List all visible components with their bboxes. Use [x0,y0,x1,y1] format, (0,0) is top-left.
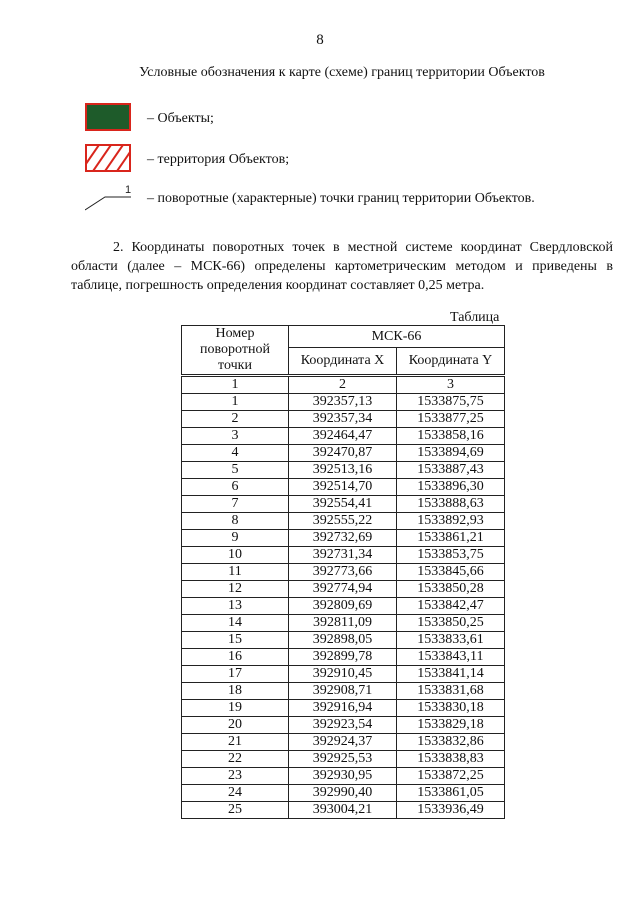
coord-y-cell: 1533877,25 [397,411,505,428]
table-row [182,530,505,547]
header-coord-y: Координата Y [397,348,505,376]
point-number-cell: 2 [182,411,289,428]
coord-y-cell: 1533872,25 [397,768,505,785]
legend-item-points [85,183,625,213]
coord-y-cell: 1533861,21 [397,530,505,547]
table-row [182,462,505,479]
coord-y-cell: 1533894,69 [397,445,505,462]
coord-x-cell: 392464,47 [289,428,397,445]
table-row [182,666,505,683]
coord-x-cell: 392898,05 [289,632,397,649]
coord-y-cell: 1533936,49 [397,802,505,819]
point-number-cell: 14 [182,615,289,632]
coord-x-cell: 392923,54 [289,717,397,734]
table-row [182,615,505,632]
table-row [182,802,505,819]
table-row [182,445,505,462]
column-number: 1 [182,376,289,394]
coord-y-cell: 1533853,75 [397,547,505,564]
point-number-cell: 4 [182,445,289,462]
point-number-cell: 21 [182,734,289,751]
table-row [182,496,505,513]
point-number-cell: 5 [182,462,289,479]
coord-x-cell: 392899,78 [289,649,397,666]
coord-y-cell: 1533845,66 [397,564,505,581]
legend-title: Условные обозначения к карте (схеме) границ территории Объектов [139,65,545,80]
coord-y-cell: 1533831,68 [397,683,505,700]
coord-y-cell: 1533896,30 [397,479,505,496]
coord-x-cell: 392916,94 [289,700,397,717]
coordinates-table [181,325,505,819]
coord-y-cell: 1533838,83 [397,751,505,768]
point-number-cell: 17 [182,666,289,683]
legend-label-points: – поворотные (характерные) точки границ территории Объектов. [147,191,535,206]
table-row [182,785,505,802]
table-row [182,513,505,530]
point-number-cell: 16 [182,649,289,666]
point-number-cell: 20 [182,717,289,734]
coord-y-cell: 1533888,63 [397,496,505,513]
coord-x-cell: 392357,13 [289,394,397,411]
table-row [182,751,505,768]
legend-label-objects: – Объекты; [147,111,214,126]
legend-item-territory [85,144,625,174]
point-number-cell: 7 [182,496,289,513]
point-number-cell: 13 [182,598,289,615]
coord-x-cell: 392924,37 [289,734,397,751]
coord-y-cell: 1533833,61 [397,632,505,649]
territory-hatch-icon [85,144,131,172]
point-number-cell: 9 [182,530,289,547]
coord-x-cell: 392930,95 [289,768,397,785]
table-row [182,700,505,717]
table-body [182,376,505,819]
table-row [182,598,505,615]
coord-x-cell: 392732,69 [289,530,397,547]
table-row [182,428,505,445]
coord-y-cell: 1533843,11 [397,649,505,666]
point-number-cell: 11 [182,564,289,581]
column-number: 2 [289,376,397,394]
table-row [182,547,505,564]
point-number-cell: 15 [182,632,289,649]
coord-y-cell: 1533858,16 [397,428,505,445]
legend-item-objects [85,103,625,133]
table-row [182,768,505,785]
header-coord-x: Координата X [289,348,397,376]
column-number-row [182,376,505,394]
coord-x-cell: 393004,21 [289,802,397,819]
coord-y-cell: 1533829,18 [397,717,505,734]
table-row [182,411,505,428]
point-number-cell: 18 [182,683,289,700]
table-row [182,632,505,649]
table-row [182,581,505,598]
coord-x-cell: 392774,94 [289,581,397,598]
coord-x-cell: 392809,69 [289,598,397,615]
table-row [182,649,505,666]
coord-y-cell: 1533892,93 [397,513,505,530]
point-number-cell: 10 [182,547,289,564]
header-coordinate-system: МСК-66 [289,326,505,348]
point-number-cell: 23 [182,768,289,785]
point-number-cell: 1 [182,394,289,411]
point-number-cell: 19 [182,700,289,717]
point-number-cell: 6 [182,479,289,496]
point-number-cell: 12 [182,581,289,598]
coord-x-cell: 392555,22 [289,513,397,530]
coord-x-cell: 392910,45 [289,666,397,683]
table-row [182,564,505,581]
coord-x-cell: 392925,53 [289,751,397,768]
point-number-cell: 25 [182,802,289,819]
coord-y-cell: 1533850,25 [397,615,505,632]
coord-y-cell: 1533875,75 [397,394,505,411]
point-number-cell: 8 [182,513,289,530]
table-row [182,479,505,496]
table-row [182,717,505,734]
table-row [182,734,505,751]
coordinates-paragraph: 2. Координаты поворотных точек в местной системе координат Свердловской области (далее – МСК-66) определены картометрическим методом и приведены в таблице, погрешность определения координат составляет 0,25 метра. [71,240,613,293]
coord-x-cell: 392513,16 [289,462,397,479]
point-number-cell: 3 [182,428,289,445]
header-point-number: Номер поворотной точки [182,326,289,376]
coord-y-cell: 1533861,05 [397,785,505,802]
coord-y-cell: 1533887,43 [397,462,505,479]
coord-y-cell: 1533850,28 [397,581,505,598]
table-row [182,683,505,700]
boundary-point-icon [85,183,131,211]
table-row [182,394,505,411]
coord-x-cell: 392908,71 [289,683,397,700]
coord-x-cell: 392811,09 [289,615,397,632]
coord-x-cell: 392470,87 [289,445,397,462]
coord-y-cell: 1533842,47 [397,598,505,615]
coord-y-cell: 1533841,14 [397,666,505,683]
column-number: 3 [397,376,505,394]
point-number-cell: 24 [182,785,289,802]
legend-label-territory: – территория Объектов; [147,152,290,167]
page-number: 8 [316,32,324,48]
coord-x-cell: 392357,34 [289,411,397,428]
coord-y-cell: 1533832,86 [397,734,505,751]
coord-x-cell: 392773,66 [289,564,397,581]
point-number-cell: 22 [182,751,289,768]
coord-x-cell: 392554,41 [289,496,397,513]
boundary-point-marker: 1 [125,184,131,196]
coord-y-cell: 1533830,18 [397,700,505,717]
coord-x-cell: 392731,34 [289,547,397,564]
coord-x-cell: 392990,40 [289,785,397,802]
table-caption: Таблица [450,310,500,325]
objects-symbol-icon [85,103,131,131]
coord-x-cell: 392514,70 [289,479,397,496]
